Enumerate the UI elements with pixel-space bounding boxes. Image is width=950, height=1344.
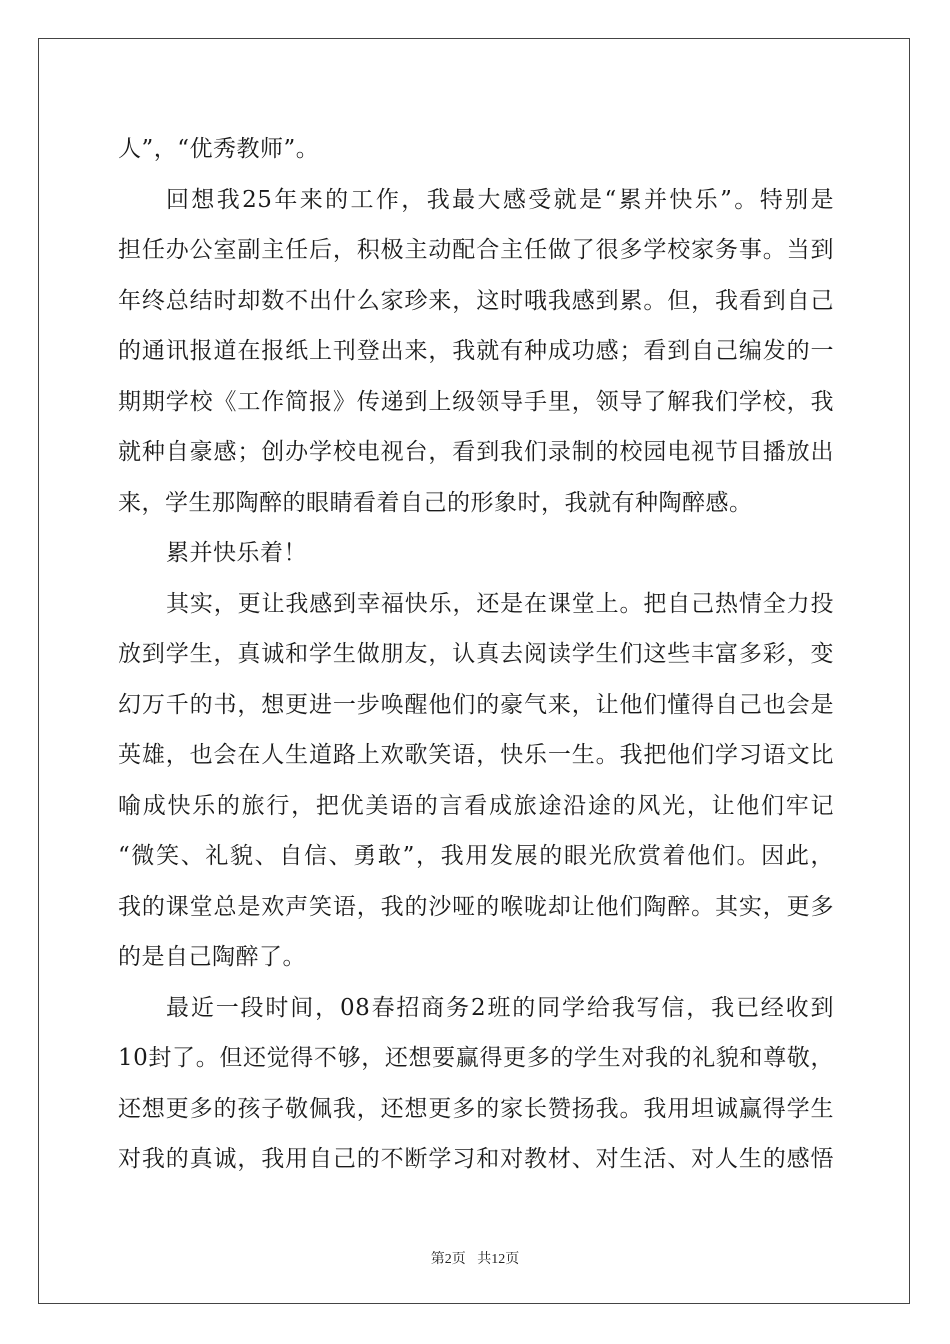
document-body	[118, 124, 834, 1185]
text-line: 来，学生那陶醉的眼睛看着自己的形象时，我就有种陶醉感。	[118, 489, 753, 516]
text-line: 英雄，也会在人生道路上欢歌笑语，快乐一生。我把他们学习语文比	[118, 742, 834, 768]
text-line: 的通讯报道在报纸上刊登出来，我就有种成功感；看到自己编发的一	[118, 338, 834, 364]
text-line: 年终总结时却数不出什么家珍来，这时哦我感到累。但，我看到自己	[118, 287, 834, 314]
text-line: 担任办公室副主任后，积极主动配合主任做了很多学校家务事。当到	[118, 237, 834, 263]
text-line: 幻万千的书，想更进一步唤醒他们的豪气来，让他们懂得自己也会是	[118, 691, 834, 718]
text-line: “微笑、礼貌、自信、勇敢”，我用发展的眼光欣赏着他们。因此，	[118, 843, 834, 869]
text-line: 回想我25年来的工作，我最大感受就是“累并快乐”。特别是	[166, 186, 834, 213]
page-number: 第2页	[430, 1252, 466, 1267]
text-line: 人”，“优秀教师”。	[118, 136, 320, 162]
text-line: 的是自己陶醉了。	[118, 944, 306, 970]
text-line: 对我的真诚，我用自己的不断学习和对教材、对生活、对人生的感悟	[118, 1146, 834, 1172]
text-line: 期期学校《工作简报》传递到上级领导手里，领导了解我们学校，我	[118, 388, 834, 415]
text-line: 放到学生，真诚和学生做朋友，认真去阅读学生们这些丰富多彩，变	[118, 641, 834, 667]
text-line: 累并快乐着！	[166, 540, 307, 566]
text-line: 10封了。但还觉得不够，还想要赢得更多的学生对我的礼貌和尊敬，	[118, 1045, 834, 1071]
page-footer	[0, 1248, 950, 1268]
page-total: 共12页	[477, 1252, 520, 1267]
text-line: 喻成快乐的旅行，把优美语的言看成旅途沿途的风光，让他们牢记	[118, 792, 834, 819]
text-line: 还想更多的孩子敬佩我，还想更多的家长赞扬我。我用坦诚赢得学生	[118, 1095, 834, 1122]
text-line: 我的课堂总是欢声笑语，我的沙哑的喉咙却让他们陶醉。其实，更多	[118, 893, 834, 920]
text-line: 最近一段时间，08春招商务2班的同学给我写信，我已经收到	[166, 994, 834, 1021]
text-line: 其实，更让我感到幸福快乐，还是在课堂上。把自己热情全力投	[166, 590, 834, 617]
text-line: 就种自豪感；创办学校电视台，看到我们录制的校园电视节目播放出	[118, 439, 834, 465]
